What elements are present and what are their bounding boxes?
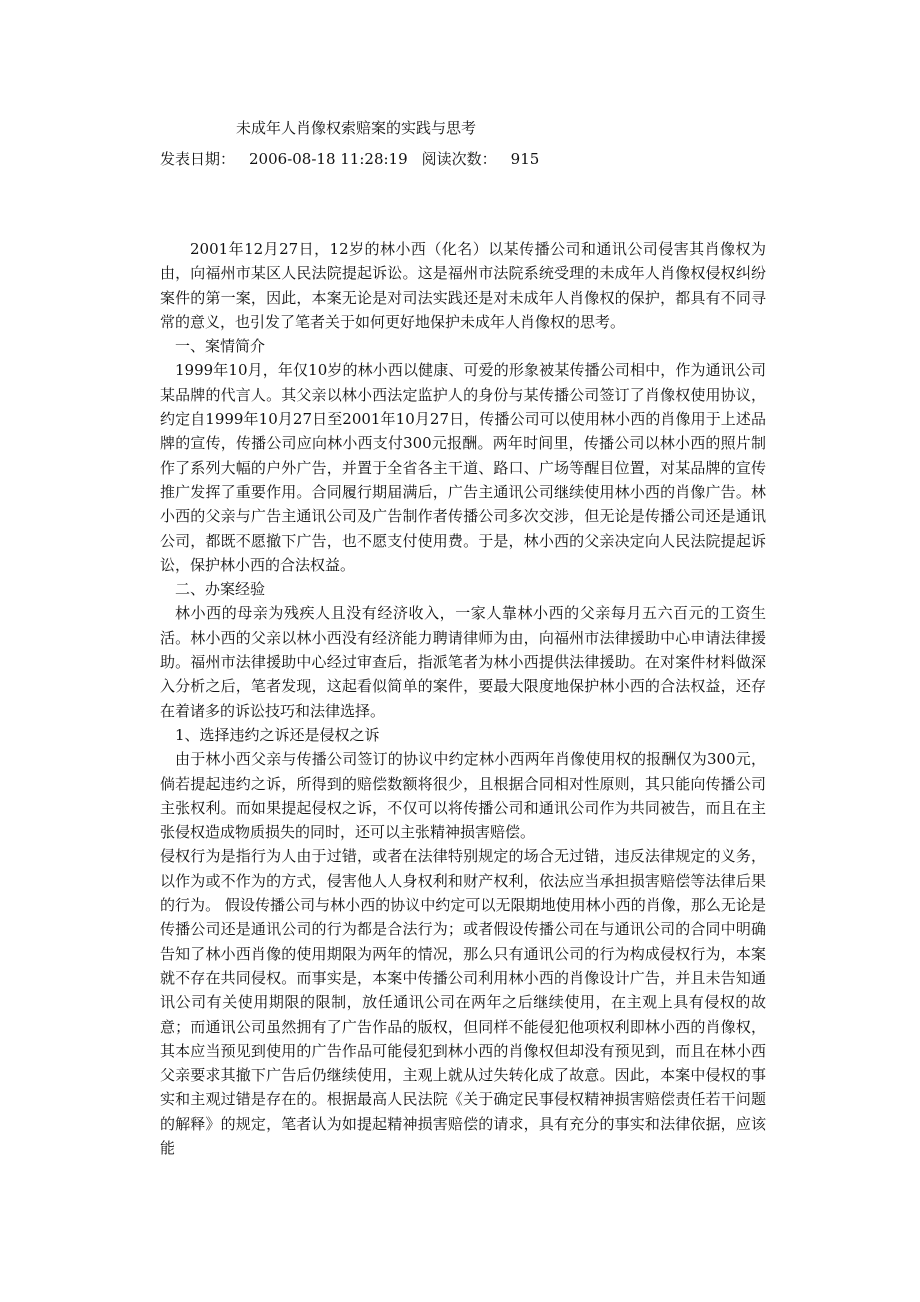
article-body	[160, 237, 766, 1160]
section-heading-experience: 二、办案经验	[175, 580, 266, 599]
subsection-heading-choice: 1、选择违约之诉还是侵权之诉	[175, 725, 380, 744]
paragraph-case-summary: 1999年10月，年仅10岁的林小西以健康、可爱的形象被某传播公司相中，作为通讯公司某品牌的代言人。其父亲以林小西法定监护人的身份与某传播公司签订了肖像权使用协议，约定自1999年10月27日至2001年10月27日，传播公司可以使用林小西的肖像用于上述品牌的宣传，传播公司应向林小西支付300元报酬。两年时间里，传播公司以林小西的照片制作了系列大幅的户外广告，并置于全省各主干道、路口、广场等醒目位置，对某品牌的宣传推广发挥了重要作用。合同履行期届满后，广告主通讯公司继续使用林小西的肖像广告。林小西的父亲与广告主通讯公司及广告制作者传播公司多次交涉，但无论是传播公司还是通讯公司，都既不愿撤下广告，也不愿支付使用费。于是，林小西的父亲决定向人民法院提起诉讼，保护林小西的合法权益。	[160, 361, 766, 574]
article-meta	[160, 148, 539, 170]
article-title: 未成年人肖像权索赔案的实践与思考	[236, 119, 477, 137]
paragraph-intro: 2001年12月27日，12岁的林小西（化名）以某传播公司和通讯公司侵害其肖像权为由，向福州市某区人民法院提起诉讼。这是福州市法院系统受理的未成年人肖像权侵权纠纷案件的第一案，因此，本案无论是对司法实践还是对未成年人肖像权的保护，都具有不同寻常的意义，也引发了笔者关于如何更好地保护未成年人肖像权的思考。	[160, 240, 766, 331]
paragraph-choice: 由于林小西父亲与传播公司签订的协议中约定林小西两年肖像使用权的报酬仅为300元，倘若提起违约之诉，所得到的赔偿数额将很少，且根据合同相对性原则，其只能向传播公司主张权利。而如果提起侵权之诉，不仅可以将传播公司和通讯公司作为共同被告，而且在主张侵权造成物质损失的同时，还可以主张精神损害赔偿。	[160, 750, 766, 842]
publish-date-value: 2006-08-18 11:28:19	[249, 150, 408, 168]
paragraph-tort-definition: 侵权行为是指行为人由于过错，或者在法律特别规定的场合无过错，违反法律规定的义务，以作为或不作为的方式，侵害他人人身权利和财产权利，依法应当承担损害赔偿等法律后果的行为。 假设传播公司与林小西的协议中约定可以无限期地使用林小西的肖像，那么无论是传播公司还是通讯公司的行为都是合法行为；或者假设传播公司在与通讯公司的合同中明确告知了林小西肖像的使用期限为两年的情况，那么只有通讯公司的行为构成侵权行为，本案就不存在共同侵权。而事实是，本案中传播公司利用林小西的肖像设计广告，并且未告知通讯公司有关使用期限的限制，放任通讯公司在两年之后继续使用，在主观上具有侵权的故意；而通讯公司虽然拥有了广告作品的版权，但同样不能侵犯他项权利即林小西的肖像权，其本应当预见到使用的广告作品可能侵犯到林小西的肖像权但却没有预见到，而且在林小西父亲要求其撤下广告后仍继续使用，主观上就从过失转化成了故意。因此，本案中侵权的事实和主观过错是存在的。根据最高人民法院《关于确定民事侵权精神损害赔偿责任若干问题的解释》的规定，笔者认为如提起精神损害赔偿的请求，具有充分的事实和法律依据，应该能	[160, 847, 766, 1157]
section-heading-case-summary: 一、案情简介	[175, 337, 266, 356]
paragraph-experience: 林小西的母亲为残疾人且没有经济收入，一家人靠林小西的父亲每月五六百元的工资生活。林小西的父亲以林小西没有经济能力聘请律师为由，向福州市法律援助中心申请法律援助。福州市法律援助中心经过审查后，指派笔者为林小西提供法律援助。在对案件材料做深入分析之后，笔者发现，这起看似简单的案件，要最大限度地保护林小西的合法权益，还存在着诸多的诉讼技巧和法律选择。	[160, 604, 766, 720]
read-count-value: 915	[510, 150, 540, 168]
read-count-label: 阅读次数：	[421, 150, 497, 168]
publish-date-label: 发表日期：	[160, 150, 236, 168]
